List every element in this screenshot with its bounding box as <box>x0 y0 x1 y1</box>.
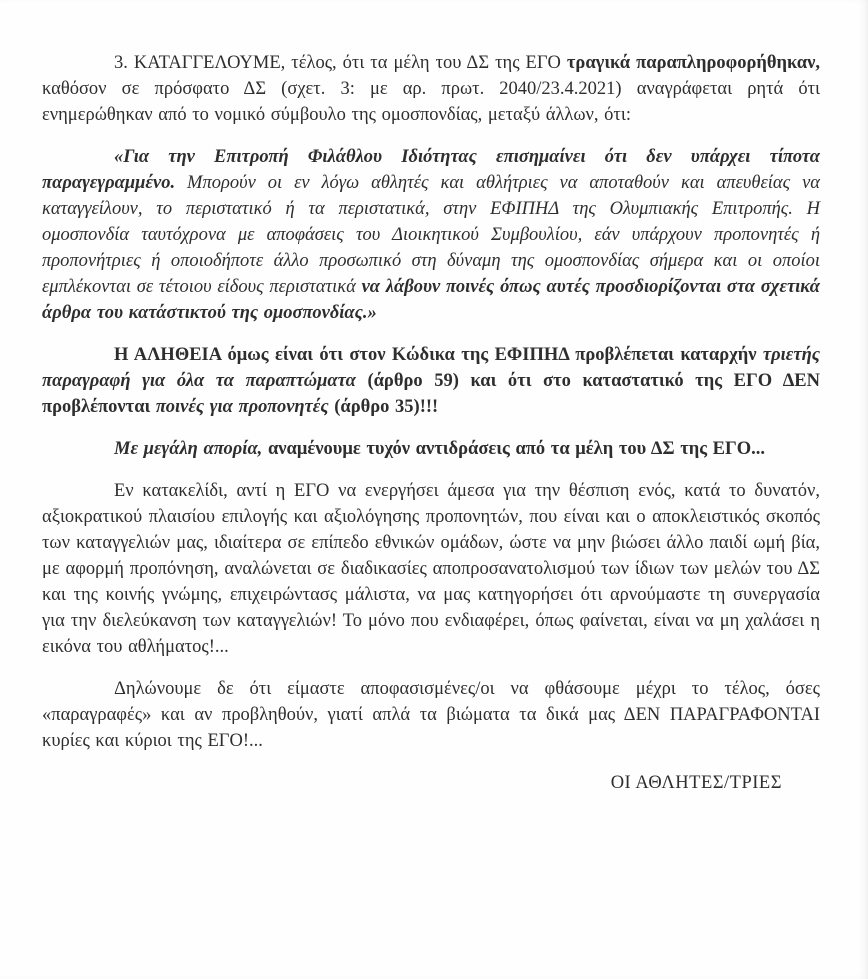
paragraph-declaration <box>42 676 820 754</box>
text-segment: Εν κατακελίδι, αντί η ΕΓΟ να ενεργήσει άμεσα για την θέσπιση ενός, κατά το δυνατόν, αξιοκρατικού πλαισίου επιλογής και αξιολόγησης προπονητών, που είναι και ο αποκλειστικός σκοπός των καταγγελιών μας, ιδιαίτερα σε επίπεδο εθνικών ομάδων, ώστε να μην βιώσει άλλο παιδί ωμή βία, με αφορμή προπόνηση, αναλώνεται σε διαδικασίες αποπροσανατολισμού των ίδιων των μελών του ΔΣ και της κοινής γνώμης, επιχειρώντασς μάλιστα, να μας κατηγορήσει ότι αρνούμαστε τη συνεργασία για την διελεύκανση των καταγγελιών! Το μόνο που ενδιαφέρει, όπως φαίνεται, είναι να μη χαλάσει η εικόνα του αθλήματος!... <box>42 481 820 657</box>
text-segment: (άρθρο 35)!!! <box>334 397 439 417</box>
text-segment: Με μεγάλη απορία, <box>114 439 268 459</box>
paragraph-truth <box>42 342 820 420</box>
text-segment: να λάβουν ποινές όπως αυτές προσδιορίζονται στα σχετικά άρθρα του κατάστικτού της ομοσπονδίας.» <box>42 277 820 323</box>
text-segment: Δηλώνουμε δε ότι είμαστε αποφασισμένες/οι να φθάσουμε μέχρι το τέλος, όσες «παραγραφές» και αν προβληθούν, γιατί απλά τα βιώματα τα δικά μας ΔΕΝ ΠΑΡΑΓΡΑΦΟΝΤΑΙ κυρίες και κύριοι της ΕΓΟ!... <box>42 679 820 751</box>
text-segment: καθόσον σε πρόσφατο ΔΣ (σχετ. 3: με αρ. πρωτ. 2040/23.4.2021) αναγράφεται ρητά ότι ενημερώθηκαν από το νομικό σύμβουλο της ομοσπονδίας, μεταξύ άλλων, ότι: <box>42 79 820 125</box>
text-segment: 3. ΚΑΤΑΓΓΕΛΟΥΜΕ, τέλος, ότι τα μέλη του ΔΣ της ΕΓΟ <box>114 53 567 73</box>
text-segment: «Για την Επιτροπή Φιλάθλου Ιδιότητας επισημαίνει ότι δεν υπάρχει τίποτα παραγεγραμμένο. <box>42 147 820 193</box>
paragraph-quote <box>42 144 820 326</box>
paragraph-awaiting-reactions <box>42 436 820 462</box>
text-segment: Η ΑΛΗΘΕΙΑ όμως είναι ότι στον Κώδικα της ΕΦΙΠΗΔ προβλέπεται καταρχήν <box>114 345 763 365</box>
paragraph-closing-argument <box>42 478 820 660</box>
text-segment: Μπορούν οι εν λόγω αθλητές και αθλήτριες να αποταθούν και απευθείας να καταγγείλουν, το περιστατικό ή τα περιστατικά, στην ΕΦΙΠΗΔ της Ολυμπιακής Επιτροπής. Η ομοσπονδία ταυτόχρονα με αποφάσεις του Διοικητικού Συμβουλίου, εάν υπάρχουν προπονητές ή προπονήτριες ή οποιοδήποτε άλλο προσωπικό στη δύναμη της ομοσπονδίας σήμερα και οι οποίοι εμπλέκονται σε τέτοιου είδους περιστατικά <box>42 173 820 297</box>
text-segment: (άρθρο 59) και ότι στο καταστατικό της ΕΓΟ ΔΕΝ προβλέπονται <box>42 371 821 417</box>
paragraph-complaint-3 <box>42 50 820 128</box>
text-segment: τριετής παραγραφή για όλα τα παραπτώματα <box>42 345 820 391</box>
text-segment: ποινές για προπονητές <box>155 397 335 417</box>
text-segment: τραγικά παραπληροφορήθηκαν, <box>566 53 820 73</box>
document-body <box>42 50 820 754</box>
signature-line: ΟΙ ΑΘΛΗΤΕΣ/ΤΡΙΕΣ <box>610 773 782 793</box>
text-segment: αναμένουμε τυχόν αντιδράσεις από τα μέλη του ΔΣ της ΕΓΟ... <box>267 439 766 459</box>
